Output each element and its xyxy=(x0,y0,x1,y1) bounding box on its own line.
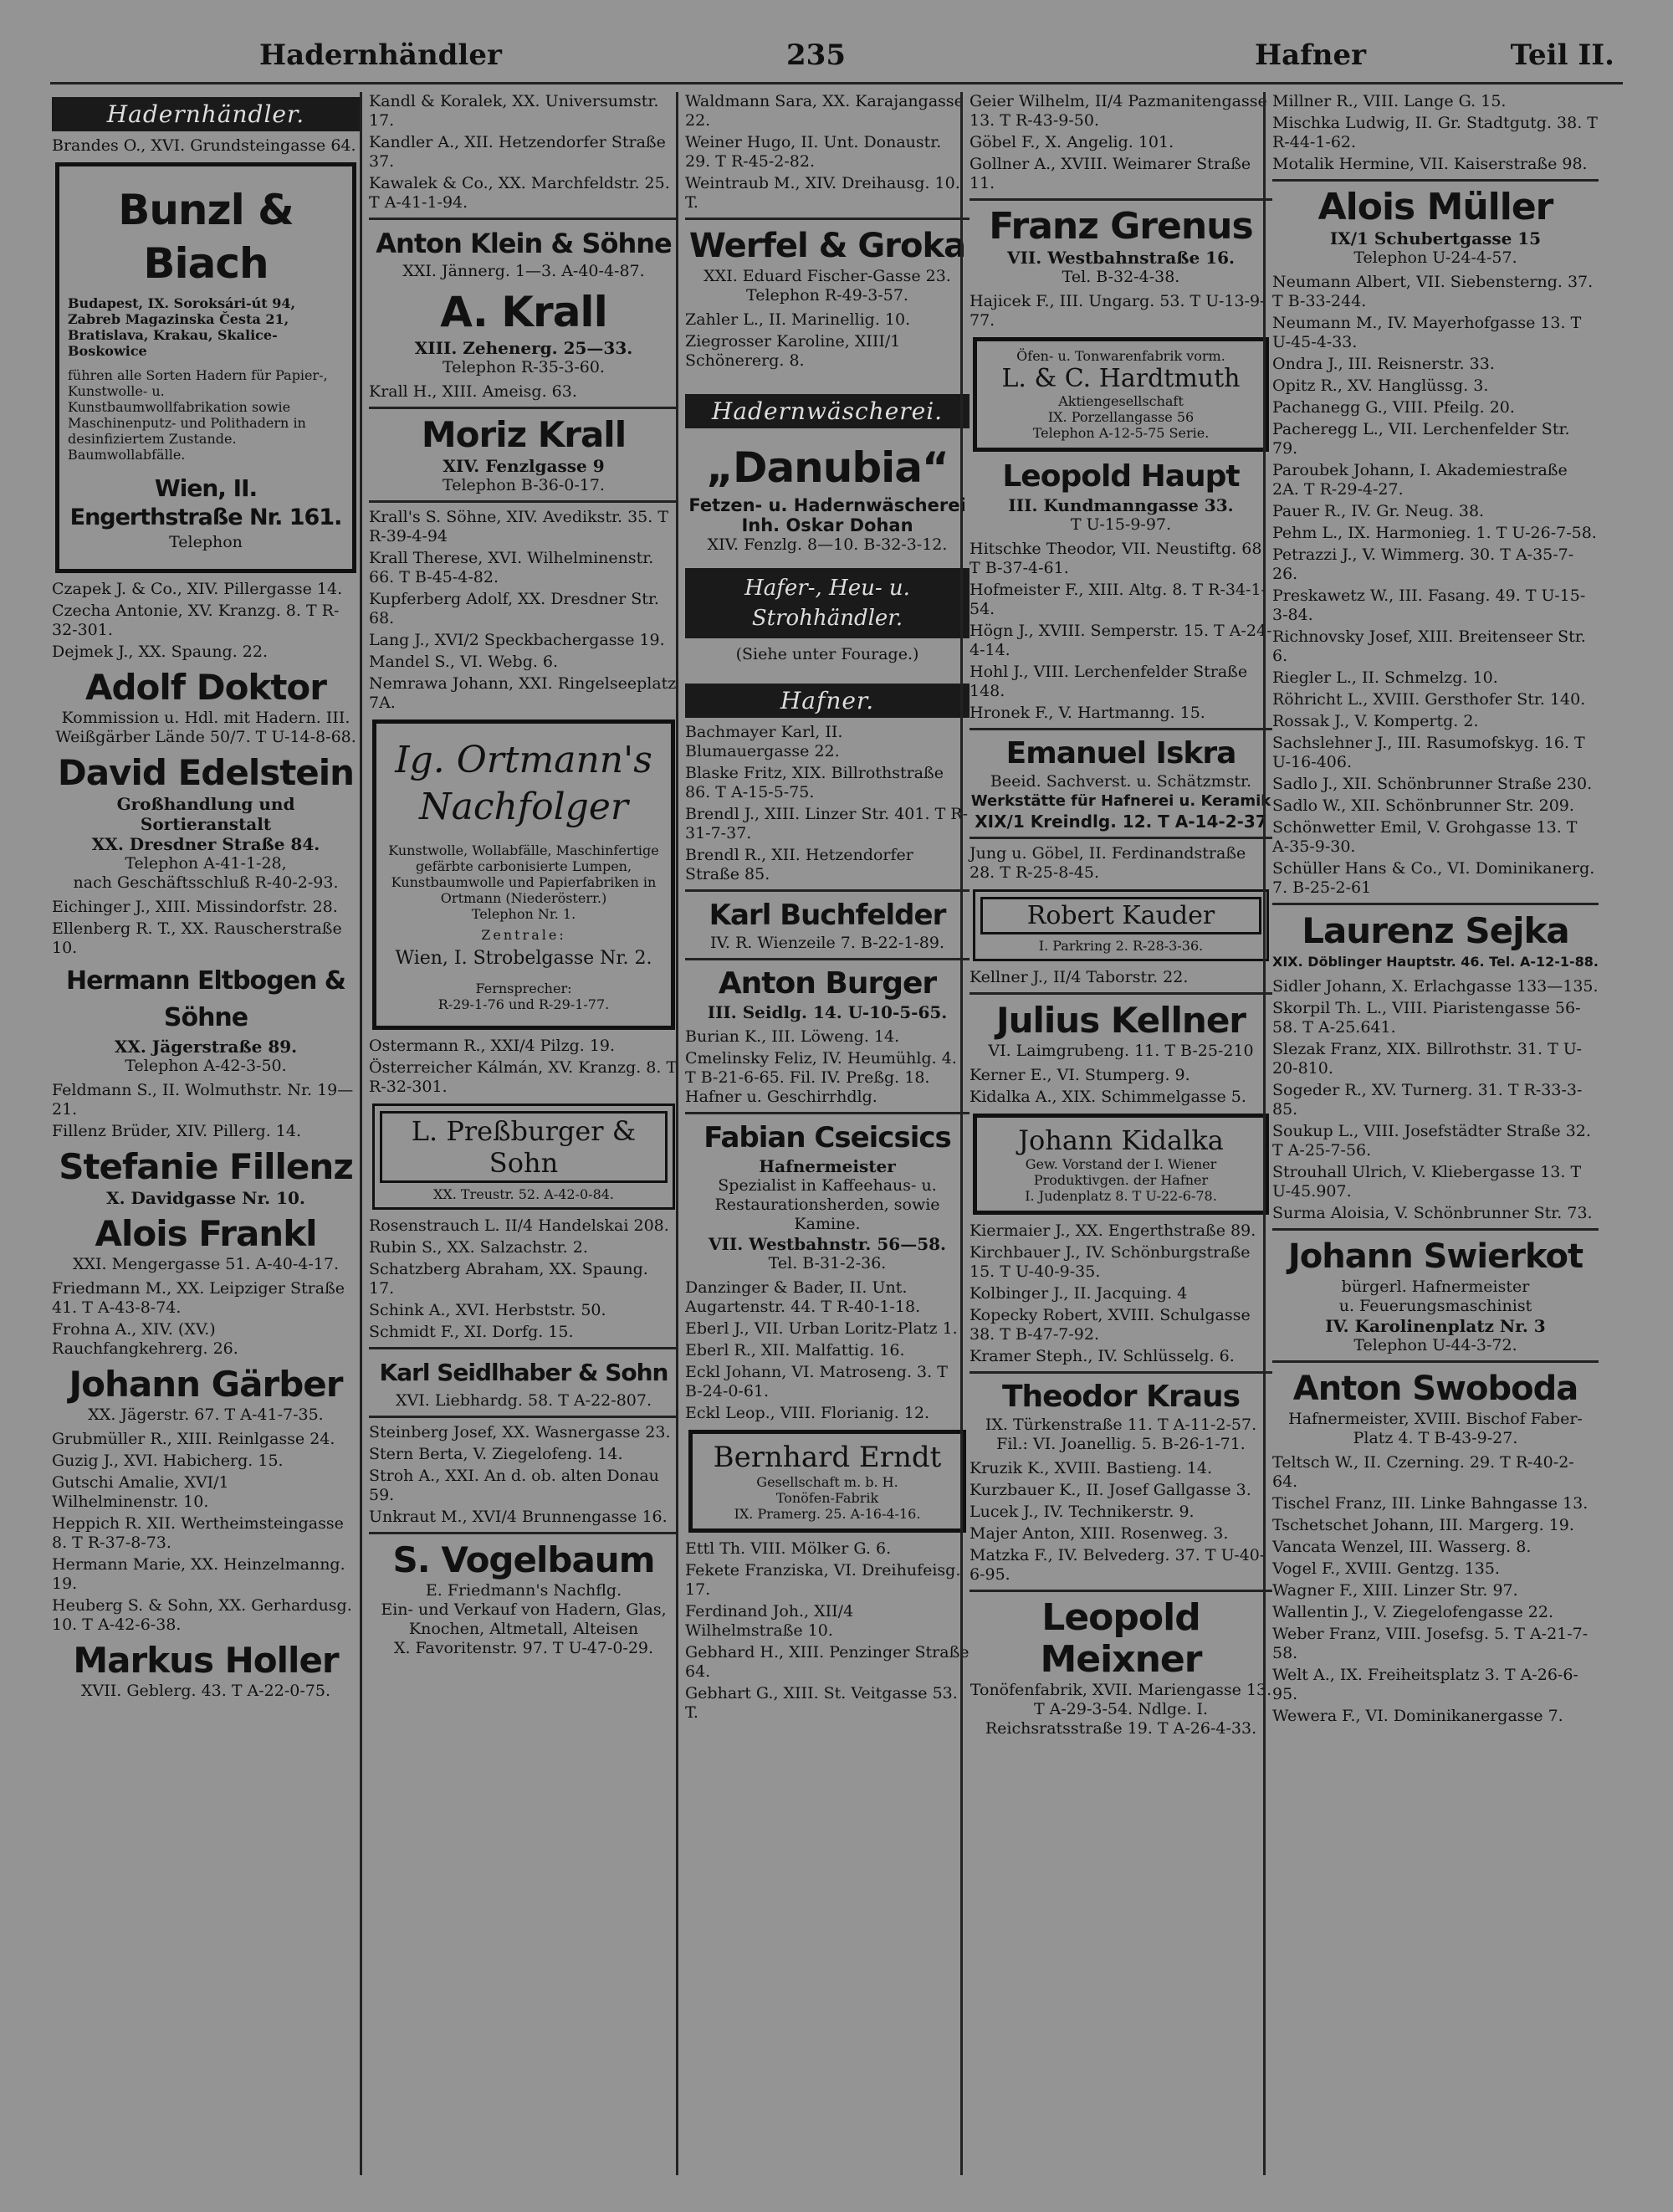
ad-addr: XX. Jägerstraße 89. xyxy=(114,1037,298,1057)
listing: Skorpil Th. L., VIII. Piaristengasse 56-58. T A-25.641. xyxy=(1272,999,1581,1037)
ad-addr: XIII. Zehenerg. 25—33. xyxy=(414,338,633,358)
ad-addr: VII. Westbahnstraße 16. xyxy=(1007,248,1235,268)
ad-name: Johann Gärber xyxy=(69,1364,343,1405)
ad-text: Kommission u. Hdl. mit Hadern. III. Weißgärber Lände 50/7. T U-14-8-68. xyxy=(55,709,356,746)
ad-addr: XXI. Jännerg. 1—3. A-40-4-87. xyxy=(402,262,645,280)
ad-emanuel-iskra xyxy=(970,728,1272,839)
ad-text: Kunstwolle, Wollabfälle, Maschinfertige gefärbte carbonisierte Lumpen, Kunstbaumwolle und Papierfabriken in Ortmann (Niederösterr.) xyxy=(388,842,659,906)
listing: Wallentin J., V. Ziegelofengasse 22. xyxy=(1272,1603,1554,1621)
ad-tel: Telephon Nr. 1. xyxy=(471,906,576,922)
listing: Preskawetz W., III. Fasang. 49. T U-15-3-84. xyxy=(1272,586,1586,624)
listing: Eckl Johann, VI. Matroseng. 3. T B-24-0-61. xyxy=(685,1363,948,1400)
ad-anton-swoboda xyxy=(1272,1360,1599,1448)
listing: Gebhart G., XIII. St. Veitgasse 53. T. xyxy=(685,1684,958,1722)
listing: Kiermaier J., XX. Engerthstraße 89. xyxy=(970,1221,1256,1240)
listing: Strouhall Ulrich, V. Kliebergasse 13. T U-45.907. xyxy=(1272,1163,1582,1201)
listing: Fillenz Brüder, XIV. Pillerg. 14. xyxy=(52,1122,302,1140)
ad-name: Alois Müller xyxy=(1317,186,1553,228)
ad-adolf-doktor xyxy=(52,667,360,747)
ad-franz-grenus xyxy=(970,198,1272,287)
ad-text: Hafnermeister, XVIII. Bischof Faber-Platz 4. T B-43-9-27. xyxy=(1288,1410,1583,1447)
listing: Kolbinger J., II. Jacquing. 4 xyxy=(970,1284,1188,1303)
ad-tel: Telephon U-24-4-57. xyxy=(1353,248,1517,267)
ad-a-krall xyxy=(369,286,678,377)
ad-hermann-eltbogen xyxy=(52,963,360,1076)
listing: Kellner J., II/4 Taborstr. 22. xyxy=(970,968,1189,986)
listing: Welt A., IX. Freiheitsplatz 3. T A-26-6-95. xyxy=(1272,1666,1578,1703)
ad-moriz-krall xyxy=(369,407,678,503)
column-3 xyxy=(676,92,970,2175)
ad-anton-burger xyxy=(685,958,970,1022)
section-header-hafner: Hafner. xyxy=(685,684,970,718)
ad-addr: IX. Porzellangasse 56 xyxy=(1047,409,1195,425)
ad-tel: Telephon A-42-3-50. xyxy=(125,1057,287,1075)
listing: Zahler L., II. Marinellig. 10. xyxy=(685,310,911,329)
ad-text: Tonöfenfabrik, XVII. Mariengasse 13. T A-29-3-54. Ndlge. I. Reichsratsstraße 19. T A-26-4-33. xyxy=(970,1681,1272,1738)
ad-text: führen alle Sorten Hadern für Papier-, Kunstwolle- u. Kunstbaumwollfabrikation sowie Maschinenputz- und Polithadern in desinfiziertem Zustande. Baumwollabfälle. xyxy=(68,367,328,463)
ad-tel: Tel. B-31-2-36. xyxy=(768,1254,887,1272)
listing: Brendl J., XIII. Linzer Str. 401. T R-31-7-37. xyxy=(685,805,969,842)
ad-tel: Tel. B-32-4-38. xyxy=(1062,268,1180,286)
ad-name: Leopold Meixner xyxy=(1040,1596,1202,1681)
ad-line: bürgerl. Hafnermeister xyxy=(1341,1278,1530,1296)
listing: Nemrawa Johann, XXI. Ringelseeplatz 7A. xyxy=(369,674,677,712)
section-header-hadernhaendler: Hadernhändler. xyxy=(52,97,360,131)
listing: Kurzbauer K., II. Josef Gallgasse 3. xyxy=(970,1481,1251,1499)
listing: Friedmann M., XX. Leipziger Straße 41. T A-43-8-74. xyxy=(52,1279,345,1317)
ad-addr: I. Judenplatz 8. T U-22-6-78. xyxy=(1025,1188,1217,1204)
listing: Guzig J., XVI. Habicherg. 15. xyxy=(52,1452,284,1470)
listing: Slezak Franz, XIX. Billrothstr. 31. T U-20-810. xyxy=(1272,1040,1582,1078)
listing: Majer Anton, XIII. Rosenweg. 3. xyxy=(970,1524,1229,1543)
ad-addr: XXI. Mengergasse 51. A-40-4-17. xyxy=(72,1255,340,1273)
ad-sub: E. Friedmann's Nachflg. xyxy=(425,1581,622,1600)
ad-line-2: Produktivgen. der Hafner xyxy=(1033,1172,1209,1188)
listing: Hohl J., VIII. Lerchenfelder Straße 148. xyxy=(970,663,1248,700)
ad-name: Markus Holler xyxy=(73,1640,339,1681)
ad-stefanie-fillenz xyxy=(52,1146,360,1208)
ad-johann-swierkot xyxy=(1272,1228,1599,1355)
ad-name: Johann Swierkot xyxy=(1287,1237,1583,1276)
listing: Schink A., XVI. Herbststr. 50. xyxy=(369,1301,606,1319)
ad-tel: Telephon A-41-1-28, xyxy=(125,854,287,873)
listing: Schatzberg Abraham, XX. Spaung. 17. xyxy=(369,1260,648,1298)
ad-david-edelstein xyxy=(52,752,360,893)
ad-name: Laurenz Sejka xyxy=(1302,910,1569,951)
listing: Kawalek & Co., XX. Marchfeldstr. 25. T A-41-1-94. xyxy=(369,174,670,212)
listing: Surma Aloisia, V. Schönbrunner Str. 73. xyxy=(1272,1204,1593,1222)
listing: Cmelinsky Feliz, IV. Heumühlg. 4. T B-21-6-65. Fil. IV. Preßg. 18. Hafner u. Geschirrhdlg. xyxy=(685,1049,957,1106)
ad-city: Wien, II. xyxy=(154,474,258,502)
listing: Rubin S., XX. Salzachstr. 2. xyxy=(369,1238,588,1257)
listing: Neumann M., IV. Mayerhofgasse 13. T U-45-4-33. xyxy=(1272,314,1582,351)
listing: Eichinger J., XIII. Missindorfstr. 28. xyxy=(52,898,338,916)
listing: Weiner Hugo, II. Unt. Donaustr. 29. T R-45-2-82. xyxy=(685,133,942,171)
running-head-left: Hadernhändler xyxy=(259,38,502,72)
listing: Sogeder R., XV. Turnerg. 31. T R-33-3-85. xyxy=(1272,1081,1583,1119)
listing: Czapek J. & Co., XIV. Pillergasse 14. xyxy=(52,580,343,598)
listing: Stroh A., XXI. An d. ob. alten Donau 59. xyxy=(369,1467,659,1504)
ad-central: Zentrale: xyxy=(481,927,566,943)
listing: Hronek F., V. Hartmanng. 15. xyxy=(970,704,1205,722)
ad-addr: XIX/1 Kreindlg. 12. T A-14-2-37 xyxy=(975,812,1267,832)
ad-name: Emanuel Iskra xyxy=(1005,736,1236,771)
listing: Ondra J., III. Reisnerstr. 33. xyxy=(1272,355,1495,373)
listing: Schüller Hans & Co., VI. Dominikanerg. 7. B-25-2-61 xyxy=(1272,859,1595,897)
ad-name: Werfel & Groka xyxy=(688,227,966,265)
ad-johann-garber xyxy=(52,1364,360,1425)
ad-line: Beeid. Sachverst. u. Schätzmstr. xyxy=(990,772,1252,791)
listing: Kopecky Robert, XVIII. Schulgasse 38. T B-47-7-92. xyxy=(970,1306,1251,1344)
listing: Pauer R., IV. Gr. Neug. 38. xyxy=(1272,502,1485,520)
ad-addr: III. Seidlg. 14. U-10-5-65. xyxy=(707,1002,948,1022)
listing: Fekete Franziska, VI. Dreihufeisg. 17. xyxy=(685,1561,961,1599)
ad-line-2: Werkstätte für Hafnerei u. Keramik xyxy=(970,792,1271,810)
ad-hardtmuth xyxy=(973,337,1269,452)
ad-addr: I. Parkring 2. R-28-3-36. xyxy=(1038,938,1204,954)
ad-sub: Gesellschaft m. b. H. xyxy=(756,1474,898,1490)
listing: Gollner A., XVIII. Weimarer Straße 11. xyxy=(970,155,1251,192)
listing: Frohna A., XIV. (XV.) Rauchfangkehrerg. 26. xyxy=(52,1320,238,1358)
page-number: 235 xyxy=(786,38,846,72)
ad-addr: XX. Treustr. 52. A-42-0-84. xyxy=(432,1186,615,1202)
listing: Kirchbauer J., IV. Schönburgstraße 15. T U-40-9-35. xyxy=(970,1243,1251,1281)
ad-addr: VII. Westbahnstr. 56—58. xyxy=(709,1234,946,1254)
ad-name-2: Nachfolger xyxy=(419,786,628,828)
listing: Österreicher Kálmán, XV. Kranzg. 8. T R-32-301. xyxy=(369,1058,678,1096)
ad-name: Theodor Kraus xyxy=(1001,1380,1241,1414)
ad-line-2: Inh. Oskar Dohan xyxy=(741,515,913,535)
running-head-right: Hafner xyxy=(1255,38,1367,72)
ad-tel: Telephon A-12-5-75 Serie. xyxy=(1032,425,1210,441)
ad-addr: XX. Dresdner Straße 84. xyxy=(91,834,320,854)
ad-name: Karl Seidlhaber & Sohn xyxy=(379,1359,668,1386)
listing: Rossak J., V. Kompertg. 2. xyxy=(1272,712,1479,730)
listing: Ellenberg R. T., XX. Rauscherstraße 10. xyxy=(52,919,342,957)
ad-name: Leopold Haupt xyxy=(1002,459,1240,494)
ad-addr: X. Davidgasse Nr. 10. xyxy=(106,1188,305,1208)
ad-addr: IX. Pramerg. 25. A-16-4-16. xyxy=(734,1506,921,1522)
ad-name: S. Vogelbaum xyxy=(392,1539,655,1580)
listing: Burian K., III. Löweng. 14. xyxy=(685,1027,900,1046)
ad-name: „Danubia“ xyxy=(706,443,949,492)
listing: Kidalka A., XIX. Schimmelgasse 5. xyxy=(970,1088,1246,1106)
listing: Soukup L., VIII. Josefstädter Straße 32. T A-25-7-56. xyxy=(1272,1122,1591,1160)
listing: Kerner E., VI. Stumperg. 9. xyxy=(970,1066,1190,1084)
listing: Pacheregg L., VII. Lerchenfelder Str. 79. xyxy=(1272,420,1570,458)
ad-name: Stefanie Fillenz xyxy=(59,1146,353,1187)
see-also-note: (Siehe unter Fourage.) xyxy=(735,645,919,663)
ad-karl-seidlhaber xyxy=(369,1347,678,1418)
ad-laurenz-sejka xyxy=(1272,903,1599,972)
ad-name: L. & C. Hardtmuth xyxy=(1001,364,1241,393)
ad-cities: Budapest, IX. Soroksári-út 94, Zabreb Magazinska Česta 21, Bratislava, Krakau, Skalice-Boskowice xyxy=(68,295,296,359)
ad-addr: IX. Türkenstraße 11. T A-11-2-57. xyxy=(985,1416,1257,1434)
listing: Matzka F., IV. Belvederg. 37. T U-40-6-95. xyxy=(970,1546,1266,1584)
listing: Kupferberg Adolf, XX. Dresdner Str. 68. xyxy=(369,590,659,627)
listing: Sadlo J., XII. Schönbrunner Straße 230. xyxy=(1272,775,1593,793)
ad-addr: VI. Laimgrubeng. 11. T B-25-210 xyxy=(988,1042,1254,1060)
listing: Ferdinand Joh., XII/4 Wilhelmstraße 10. xyxy=(685,1602,854,1640)
column-2 xyxy=(360,92,678,2175)
ad-name: Hermann Eltbogen & Söhne xyxy=(66,966,345,1032)
ad-tel: Telephon xyxy=(169,533,243,551)
ad-alois-muller xyxy=(1272,179,1599,268)
ad-addr: XVI. Liebhardg. 58. T A-22-807. xyxy=(396,1391,652,1410)
ad-addr: IV. Karolinenplatz Nr. 3 xyxy=(1325,1316,1546,1336)
listing: Kandler A., XII. Hetzendorfer Straße 37. xyxy=(369,133,666,171)
listing: Vogel F., XVIII. Gentzg. 135. xyxy=(1272,1559,1500,1578)
ad-text: Spezialist in Kaffeehaus- u. Restaurationsherden, sowie Kamine. xyxy=(714,1176,940,1233)
listing: Tschetschet Johann, III. Margerg. 19. xyxy=(1272,1516,1574,1534)
listing: Sachslehner J., III. Rasumofskyg. 16. T U-16-406. xyxy=(1272,734,1585,771)
listing: Kruzik K., XVIII. Bastieng. 14. xyxy=(970,1459,1213,1477)
ad-line: Tonöfen-Fabrik xyxy=(775,1490,879,1506)
ad-name: Karl Buchfelder xyxy=(709,899,946,932)
listing: Wagner F., XIII. Linzer Str. 97. xyxy=(1272,1581,1518,1600)
listing: Hofmeister F., XIII. Altg. 8. T R-34-1-54. xyxy=(970,581,1266,618)
listing: Mischka Ludwig, II. Gr. Stadtgutg. 38. T R-44-1-62. xyxy=(1272,114,1598,151)
ad-addr: XIV. Fenzlg. 8—10. B-32-3-12. xyxy=(707,535,948,554)
listing: Brandes O., XVI. Grundsteingasse 64. xyxy=(52,136,356,155)
listing: Mandel S., VI. Webg. 6. xyxy=(369,653,559,671)
listing: Göbel F., X. Angelig. 101. xyxy=(970,133,1174,151)
ad-johann-kidalka xyxy=(973,1114,1269,1215)
ad-addr: XIV. Fenzlgasse 9 xyxy=(443,456,605,476)
ad-markus-holler xyxy=(52,1640,360,1701)
ad-name: Julius Kellner xyxy=(995,1000,1246,1041)
listing: Krall Therese, XVI. Wilhelminenstr. 66. T B-45-4-82. xyxy=(369,549,654,586)
ad-ig-ortmann xyxy=(372,719,675,1030)
ad-name: Moriz Krall xyxy=(421,414,627,455)
ad-julius-kellner xyxy=(970,992,1272,1061)
listing: Feldmann S., II. Wolmuthstr. Nr. 19—21. xyxy=(52,1081,354,1119)
ad-name: Bunzl & Biach xyxy=(118,186,294,288)
ad-addr: IV. R. Wienzeile 7. B-22-1-89. xyxy=(709,934,945,952)
ad-danubia xyxy=(685,433,970,561)
listing: Kramer Steph., IV. Schlüsselg. 6. xyxy=(970,1347,1235,1365)
listing: Ettl Th. VIII. Mölker G. 6. xyxy=(685,1539,892,1558)
listing: Pachanegg G., VIII. Pfeilg. 20. xyxy=(1272,398,1515,417)
listing: Sadlo W., XII. Schönbrunner Str. 209. xyxy=(1272,796,1574,815)
listing: Riegler L., II. Schmelzg. 10. xyxy=(1272,668,1498,687)
listing: Wewera F., VI. Dominikanergasse 7. xyxy=(1272,1707,1563,1725)
ad-name: Adolf Doktor xyxy=(84,667,326,708)
listing: Lucek J., IV. Technikerstr. 9. xyxy=(970,1503,1195,1521)
listing: Weber Franz, VIII. Josefsg. 5. T A-21-7-58. xyxy=(1272,1625,1589,1662)
listing: Brendl R., XII. Hetzendorfer Straße 85. xyxy=(685,846,913,883)
ad-name: Anton Klein & Söhne xyxy=(376,228,672,259)
listing: Jung u. Göbel, II. Ferdinandstraße 28. T R-25-8-45. xyxy=(970,844,1246,882)
ad-addr: X. Favoritenstr. 97. T U-47-0-29. xyxy=(393,1639,654,1657)
ad-top: Öfen- u. Tonwarenfabrik vorm. xyxy=(1016,348,1225,364)
listing: Rosenstrauch L. II/4 Handelskai 208. xyxy=(369,1216,669,1235)
listing: Geier Wilhelm, II/4 Pazmanitengasse 13. T R-43-9-50. xyxy=(970,92,1267,130)
ad-leopold-meixner xyxy=(970,1590,1272,1738)
listing: Lang J., XVI/2 Speckbachergasse 19. xyxy=(369,631,665,649)
ad-phone-label: Fernsprecher: xyxy=(475,981,572,996)
listing: Neumann Albert, VII. Siebensterng. 37. T B-33-244. xyxy=(1272,273,1594,310)
ad-name: Johann Kidalka xyxy=(1018,1124,1224,1156)
running-head xyxy=(50,32,1623,84)
ad-tel: Telephon U-44-3-72. xyxy=(1353,1336,1517,1354)
listing: Weintraub M., XIV. Dreihausg. 10. T. xyxy=(685,174,960,212)
listing: Petrazzi J., V. Wimmerg. 30. T A-35-7-26. xyxy=(1272,545,1574,583)
ad-alois-frankl xyxy=(52,1213,360,1274)
ad-fabian-cseicsics xyxy=(685,1112,970,1273)
ad-bunzl-biach xyxy=(55,162,356,573)
ad-addr: XVII. Geblerg. 43. T A-22-0-75. xyxy=(81,1682,330,1700)
listing: Paroubek Johann, I. Akademiestraße 2A. T R-29-4-27. xyxy=(1272,461,1568,499)
ad-name: Bernhard Erndt xyxy=(713,1441,942,1474)
ad-line: Fetzen- u. Hadernwäscherei xyxy=(688,495,966,515)
listing: Heppich R. XII. Wertheimsteingasse 8. T R-37-8-73. xyxy=(52,1514,344,1552)
listing: Opitz R., XV. Hanglüssg. 3. xyxy=(1272,376,1489,395)
ad-name: A. Krall xyxy=(440,288,607,336)
ad-pressburger xyxy=(372,1103,675,1210)
listing: Hermann Marie, XX. Heinzelmanng. 19. xyxy=(52,1555,345,1593)
ad-bernhard-erndt xyxy=(688,1430,966,1533)
ad-tel-2: nach Geschäftsschluß R-40-2-93. xyxy=(73,873,339,892)
running-head-part: Teil II. xyxy=(1510,38,1614,72)
listing: Waldmann Sara, XX. Karajangasse 22. xyxy=(685,92,964,130)
listing: Millner R., VIII. Lange G. 15. xyxy=(1272,92,1507,110)
column-5 xyxy=(1263,92,1599,2175)
ad-name: L. Preßburger & Sohn xyxy=(380,1111,668,1183)
listing: Ziegrosser Karoline, XIII/1 Schönererg. 8. xyxy=(685,332,901,370)
listing: Gutschi Amalie, XVI/1 Wilhelminenstr. 10. xyxy=(52,1473,229,1511)
listing: Eberl J., VII. Urban Loritz-Platz 1. xyxy=(685,1319,958,1338)
column-4 xyxy=(960,92,1272,2175)
ad-sub: Aktiengesellschaft xyxy=(1058,393,1184,409)
listing: Blaske Fritz, XIX. Billrothstraße 86. T A-15-5-75. xyxy=(685,764,944,801)
listing: Kandl & Koralek, XX. Universumstr. 17. xyxy=(369,92,659,130)
listing: Unkraut M., XVI/4 Brunnengasse 16. xyxy=(369,1508,668,1526)
ad-line: Großhandlung und Sortieranstalt xyxy=(116,794,295,834)
ad-name: Anton Burger xyxy=(718,966,937,1001)
listing: Gebhard H., XIII. Penzinger Straße 64. xyxy=(685,1643,970,1681)
ad-tel: Telephon R-35-3-60. xyxy=(443,358,605,376)
listing: Teltsch W., II. Czerning. 29. T R-40-2-64. xyxy=(1272,1453,1574,1491)
ad-name: Fabian Cseicsics xyxy=(703,1121,951,1155)
ad-anton-klein xyxy=(369,218,678,281)
ad-line: Gew. Vorstand der I. Wiener xyxy=(1025,1156,1217,1172)
listing: Steinberg Josef, XX. Wasnergasse 23. xyxy=(369,1423,671,1441)
listing: Czecha Antonie, XV. Kranzg. 8. T R-32-301. xyxy=(52,602,340,639)
ad-tel: Telephon B-36-0-17. xyxy=(443,476,605,494)
ad-name: Ig. Ortmann's xyxy=(395,739,652,781)
listing: Schmidt F., XI. Dorfg. 15. xyxy=(369,1323,574,1341)
ad-addr: XX. Jägerstr. 67. T A-41-7-35. xyxy=(88,1406,324,1424)
ad-tel: T U-15-9-97. xyxy=(1070,515,1172,534)
ad-name: David Edelstein xyxy=(57,752,355,793)
column-1 xyxy=(52,92,360,2175)
listing: Krall H., XIII. Ameisg. 63. xyxy=(369,382,577,401)
listing: Röhricht L., XVIII. Gersthofer Str. 140. xyxy=(1272,690,1586,709)
section-header-hafer-heu-stroh: Hafer-, Heu- u. Strohhändler. xyxy=(685,568,970,638)
listing: Hitschke Theodor, VII. Neustiftg. 68. T B-37-4-61. xyxy=(970,540,1267,577)
listing: Hajicek F., III. Ungarg. 53. T U-13-9-77. xyxy=(970,292,1266,330)
ad-leopold-haupt xyxy=(970,458,1272,535)
ad-robert-kauder xyxy=(973,889,1269,961)
listing: Dejmek J., XX. Spaung. 22. xyxy=(52,643,269,661)
listing: Krall's S. Söhne, XIV. Avedikstr. 35. T R-39-4-94 xyxy=(369,508,669,545)
ad-karl-buchfelder xyxy=(685,889,970,953)
ad-name: Robert Kauder xyxy=(980,897,1261,934)
listing: Eberl R., XII. Malfattig. 16. xyxy=(685,1341,905,1359)
ad-addr: XXI. Eduard Fischer-Gasse 23. xyxy=(703,267,951,285)
section-header-hadernwaescherei: Hadernwäscherei. xyxy=(685,394,970,428)
ad-title: Hafnermeister xyxy=(759,1156,896,1176)
ad-addr: III. Kundmanngasse 33. xyxy=(1008,495,1234,515)
listing: Bachmayer Karl, II. Blumauergasse 22. xyxy=(685,723,843,760)
listing: Danzinger & Bader, II. Unt. Augartenstr. 44. T R-40-1-18. xyxy=(685,1278,921,1316)
ad-addr: XIX. Döblinger Hauptstr. 46. Tel. A-12-1-88. xyxy=(1272,954,1599,970)
listing: Schönwetter Emil, V. Grohgasse 13. T A-35-9-30. xyxy=(1272,818,1578,856)
ad-werfel-groka xyxy=(685,218,970,305)
listing: Pehm L., IX. Harmonieg. 1. T U-26-7-58. xyxy=(1272,524,1597,542)
ad-s-vogelbaum xyxy=(369,1532,678,1658)
ad-branch: Fil.: VI. Joanellig. 5. B-26-1-71. xyxy=(996,1435,1246,1453)
listing: Eckl Leop., VIII. Florianig. 12. xyxy=(685,1404,929,1422)
listing: Ostermann R., XXI/4 Pilzg. 19. xyxy=(369,1037,616,1055)
ad-theodor-kraus xyxy=(970,1371,1272,1454)
ad-addr: Wien, I. Strobelgasse Nr. 2. xyxy=(395,948,652,969)
listing: Högn J., XVIII. Semperstr. 15. T A-24-4-14. xyxy=(970,622,1272,659)
ad-name: Alois Frankl xyxy=(95,1213,317,1254)
ad-name: Franz Grenus xyxy=(989,205,1253,248)
ad-tel: Telephon R-49-3-57. xyxy=(746,286,908,305)
listing: Stern Berta, V. Ziegelofeng. 14. xyxy=(369,1445,623,1463)
ad-phone-numbers: R-29-1-76 und R-29-1-77. xyxy=(437,996,610,1012)
listing: Sidler Johann, X. Erlachgasse 133—135. xyxy=(1272,977,1599,996)
ad-addr: IX/1 Schubertgasse 15 xyxy=(1329,228,1542,248)
listing: Grubmüller R., XIII. Reinlgasse 24. xyxy=(52,1430,335,1448)
listing: Motalik Hermine, VII. Kaiserstraße 98. xyxy=(1272,155,1588,173)
ad-street: Engerthstraße Nr. 161. xyxy=(69,504,342,530)
listing: Richnovsky Josef, XIII. Breitenseer Str. 6. xyxy=(1272,627,1586,665)
listing: Vancata Wenzel, III. Wasserg. 8. xyxy=(1272,1538,1532,1556)
ad-text: Ein- und Verkauf von Hadern, Glas, Knochen, Altmetall, Alteisen xyxy=(381,1600,667,1638)
ad-name: Anton Swoboda xyxy=(1292,1370,1578,1408)
listing: Tischel Franz, III. Linke Bahngasse 13. xyxy=(1272,1494,1589,1513)
listing: Heuberg S. & Sohn, XX. Gerhardusg. 10. T A-42-6-38. xyxy=(52,1596,352,1634)
ad-line-2: u. Feuerungsmaschinist xyxy=(1338,1297,1532,1315)
